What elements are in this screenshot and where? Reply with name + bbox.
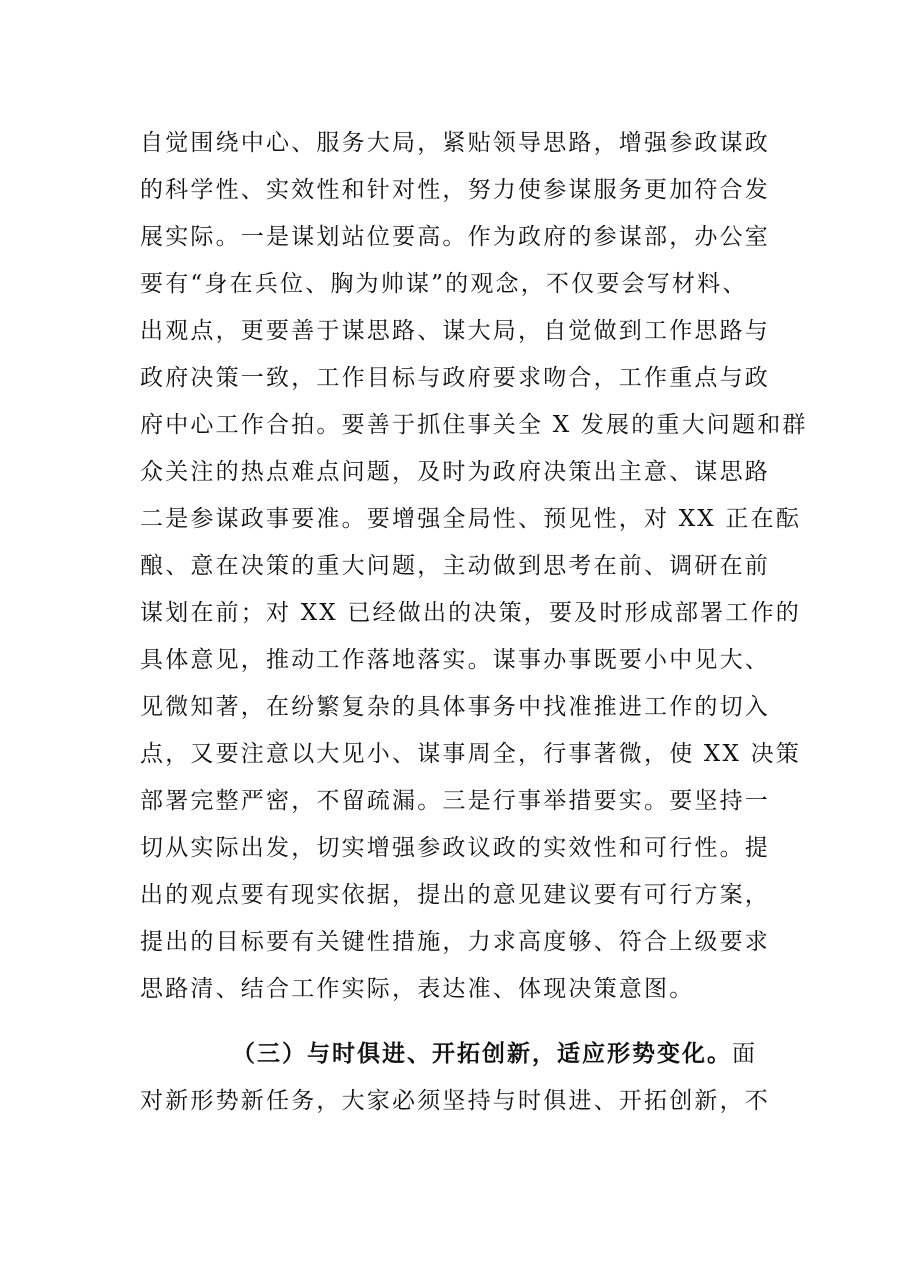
text-line: 切从实际出发，切实增强参政议政的实效性和可行性。提: [140, 835, 770, 861]
text-line: 的科学性、实效性和针对性，努力使参谋服务更加符合发: [140, 177, 770, 203]
text-line: 点，又要注意以大见小、谋事周全，行事著微，使 XX 决策: [140, 741, 801, 767]
text-line: 政府决策一致，工作目标与政府要求吻合，工作重点与政: [140, 365, 770, 391]
heading-tail-text: 面: [732, 1041, 758, 1067]
text-line: 要有“身在兵位、胸为帅谋”的观念，不仅要会写材料、: [140, 271, 748, 297]
body-text: [140, 120, 808, 1125]
section-heading: （三）与时俱进、开拓创新，适应形势变化。: [232, 1041, 732, 1067]
text-line: 出观点，更要善于谋思路、谋大局，自觉做到工作思路与: [140, 318, 770, 344]
section-heading-line: [140, 1031, 780, 1078]
text-line: 见微知著，在纷繁复杂的具体事务中找准推进工作的切入: [140, 694, 770, 720]
text-line: 府中心工作合拍。要善于抓住事关全 X 发展的重大问题和群: [140, 412, 808, 438]
text-line: 酿、意在决策的重大问题，主动做到思考在前、调研在前: [140, 553, 770, 579]
text-line: 对新形势新任务，大家必须坚持与时俱进、开拓创新，不: [140, 1088, 770, 1114]
text-line: 提出的目标要有关键性措施，力求高度够、符合上级要求: [140, 929, 770, 955]
text-line: 部署完整严密，不留疏漏。三是行事举措要实。要坚持一: [140, 788, 770, 814]
text-line: 谋划在前；对 XX 已经做出的决策，要及时形成部署工作的: [140, 600, 801, 626]
text-line: 二是参谋政事要准。要增强全局性、预见性，对 XX 正在酝: [140, 506, 801, 532]
text-line: 出的观点要有现实依据，提出的意见建议要有可行方案，: [140, 882, 770, 908]
text-line: 思路清、结合工作实际，表达准、体现决策意图。: [140, 976, 695, 1002]
paragraph-gap: [140, 1013, 780, 1031]
text-line: 自觉围绕中心、服务大局，紧贴领导思路，增强参政谋政: [140, 130, 770, 156]
text-line: 众关注的热点难点问题，及时为政府决策出主意、谋思路: [140, 459, 770, 485]
text-line: 具体意见，推动工作落地落实。谋事办事既要小中见大、: [140, 647, 770, 673]
text-line: 展实际。一是谋划站位要高。作为政府的参谋部，办公室: [140, 224, 770, 250]
